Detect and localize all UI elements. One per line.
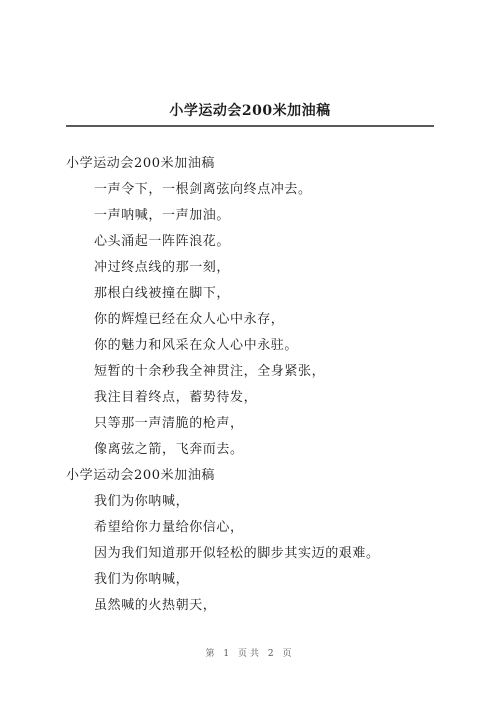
verse-line: 你的魅力和风采在众人心中永驻。: [94, 338, 299, 353]
verse-line: 虽然喊的火热朝天，: [94, 598, 217, 613]
verse-line: 我注目着终点，蓄势待发，: [94, 390, 258, 405]
verse-line: 因为我们知道那开似轻松的脚步其实迈的艰难。: [94, 546, 380, 561]
verse-line: 一声令下，一根剑离弦向终点冲去。: [94, 182, 312, 197]
verse-line: 冲过终点线的那一刻，: [94, 260, 231, 275]
title-divider: [66, 125, 434, 127]
section-heading: 小学运动会200米加油稿: [66, 468, 216, 483]
verse-line: 希望给你力量给你信心，: [94, 520, 244, 535]
verse-line: 一声呐喊，一声加油。: [94, 208, 231, 223]
verse-line: 短暂的十余秒我全神贯注，全身紧张，: [94, 364, 326, 379]
verse-line: 我们为你呐喊，: [94, 494, 190, 509]
page-title: 小学运动会200米加油稿: [169, 103, 331, 119]
page-footer: 第 1 页共 2 页: [205, 649, 295, 659]
section-heading: 小学运动会200米加油稿: [66, 156, 216, 171]
verse-line: 那根白线被撞在脚下，: [94, 286, 231, 301]
verse-line: 我们为你呐喊，: [94, 572, 190, 587]
verse-line: 你的辉煌已经在众人心中永存，: [94, 312, 285, 327]
verse-line: 像离弦之箭，飞奔而去。: [94, 442, 244, 457]
verse-line: 只等那一声清脆的枪声，: [94, 416, 244, 431]
verse-line: 心头涌起一阵阵浪花。: [94, 234, 231, 249]
